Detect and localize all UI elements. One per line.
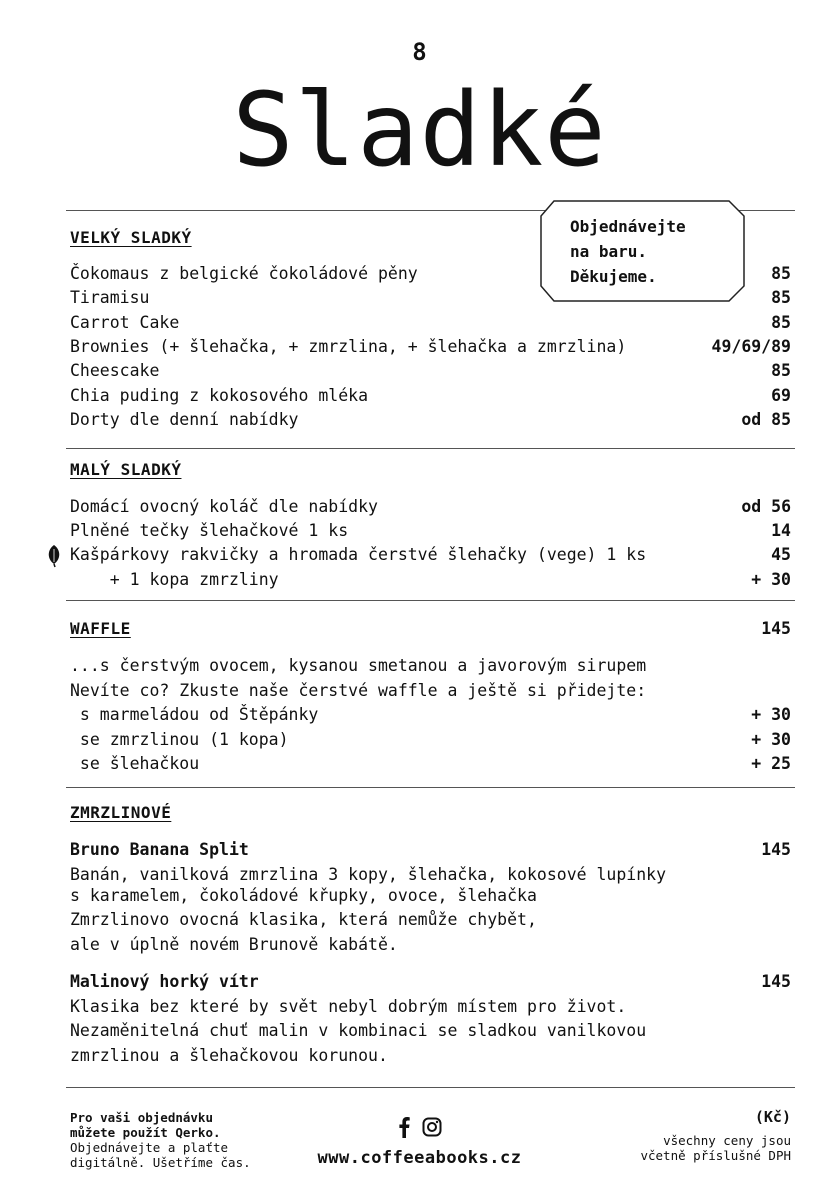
item-name: Chia puding z kokosového mléka	[70, 386, 369, 405]
price-note-line-1: všechny ceny jsou	[663, 1133, 791, 1148]
website-link[interactable]: www.coffeeabooks.cz	[317, 1148, 522, 1168]
menu-item	[70, 840, 791, 864]
addon-price: + 30	[751, 730, 791, 749]
footer-qerko-line-3: Objednávejte a plaťte	[70, 1140, 229, 1155]
item-name: Plněné tečky šlehačkové 1 ks	[70, 521, 349, 540]
footer-qerko-line-2: můžete použít Qerko.	[70, 1125, 221, 1140]
menu-item	[70, 410, 791, 434]
item-price: 145	[761, 972, 791, 991]
waffle-price: 145	[761, 619, 791, 638]
item-description: Klasika bez které by svět nebyl dobrým místem pro život.	[70, 997, 627, 1016]
addon-name: se zmrzlinou (1 kopa)	[70, 730, 289, 749]
item-name: Kašpárkovy rakvičky a hromada čerstvé šlehačky (vege) 1 ks	[70, 545, 647, 564]
price-note-line-2: včetně příslušné DPH	[640, 1148, 791, 1163]
item-price: 85	[771, 361, 791, 380]
item-description: zmrzlinou a šlehačkovou korunou.	[70, 1046, 388, 1065]
currency-label: (Kč)	[754, 1108, 791, 1126]
item-description: s karamelem, čokoládové křupky, ovoce, šlehačka	[70, 886, 537, 905]
section-title-velky-sladky: VELKÝ SLADKÝ	[70, 228, 192, 247]
item-price: 145	[761, 840, 791, 859]
page-title: Sladké	[232, 71, 607, 190]
section-title-zmrzlinove: ZMRZLINOVÉ	[70, 803, 172, 822]
item-name: Brownies (+ šlehačka, + zmrzlina, + šlehačka a zmrzlina)	[70, 337, 627, 356]
waffle-header	[70, 619, 791, 643]
waffle-addon	[70, 730, 791, 754]
item-name: Cheescake	[70, 361, 160, 380]
divider	[66, 1087, 795, 1088]
menu-item-addon	[70, 570, 791, 594]
footer-qerko-line-4: digitálně. Ušetříme čas.	[70, 1155, 251, 1170]
divider	[66, 600, 795, 601]
item-price: 85	[771, 313, 791, 332]
waffle-addon-intro: Nevíte co? Zkuste naše čerstvé waffle a ještě si přidejte:	[70, 681, 647, 700]
addon-name: s marmeládou od Štěpánky	[70, 705, 319, 724]
waffle-addon	[70, 705, 791, 729]
item-name: Malinový horký vítr	[70, 972, 259, 991]
item-name: Tiramisu	[70, 288, 150, 307]
callout-line-1: Objednávejte	[570, 217, 686, 236]
item-price: od 56	[741, 497, 791, 516]
divider	[66, 448, 795, 449]
menu-item	[70, 386, 791, 410]
item-description: ale v úplně novém Brunově kabátě.	[70, 935, 398, 954]
callout-line-2: na baru.	[570, 242, 648, 261]
menu-item	[70, 497, 791, 521]
item-price: 45	[771, 545, 791, 564]
addon-price: + 25	[751, 754, 791, 773]
menu-item	[70, 545, 791, 569]
menu-item	[70, 313, 791, 337]
item-price: 69	[771, 386, 791, 405]
item-price: 85	[771, 264, 791, 283]
menu-item	[70, 972, 791, 996]
facebook-icon[interactable]	[398, 1116, 410, 1142]
item-description: Zmrzlinovo ovocná klasika, která nemůže chybět,	[70, 910, 537, 929]
menu-item	[70, 288, 791, 312]
menu-item	[70, 361, 791, 385]
addon-price: + 30	[751, 705, 791, 724]
callout-line-3: Děkujeme.	[570, 267, 657, 286]
section-title-maly-sladky: MALÝ SLADKÝ	[70, 460, 182, 479]
footer-price-info	[640, 1110, 791, 1163]
menu-item	[70, 521, 791, 545]
item-name: Čokomaus z belgické čokoládové pěny	[70, 264, 418, 283]
item-price: 49/69/89	[711, 337, 791, 356]
item-name: Bruno Banana Split	[70, 840, 249, 859]
instagram-icon[interactable]	[422, 1117, 442, 1141]
waffle-description: ...s čerstvým ovocem, kysanou smetanou a javorovým sirupem	[70, 656, 647, 675]
section-title-waffle: WAFFLE	[70, 619, 131, 638]
item-name: Dorty dle denní nabídky	[70, 410, 299, 429]
social-icons	[398, 1116, 442, 1142]
item-price: 14	[771, 521, 791, 540]
addon-name: se šlehačkou	[70, 754, 200, 773]
item-description: Banán, vanilková zmrzlina 3 kopy, šlehačka, kokosové lupínky	[70, 865, 667, 884]
vegetarian-leaf-icon	[46, 544, 62, 568]
item-description: Nezaměnitelná chuť malin v kombinaci se sladkou vanilkovou	[70, 1021, 647, 1040]
menu-item	[70, 264, 791, 288]
item-name: + 1 kopa zmrzliny	[70, 570, 279, 589]
item-price: + 30	[751, 570, 791, 589]
footer-qerko-line-1: Pro vaši objednávku	[70, 1110, 213, 1125]
item-name: Domácí ovocný koláč dle nabídky	[70, 497, 378, 516]
waffle-addon	[70, 754, 791, 778]
divider	[66, 787, 795, 788]
menu-item	[70, 337, 791, 361]
page-number: 8	[412, 38, 427, 66]
item-price: 85	[771, 288, 791, 307]
item-name: Carrot Cake	[70, 313, 180, 332]
item-price: od 85	[741, 410, 791, 429]
